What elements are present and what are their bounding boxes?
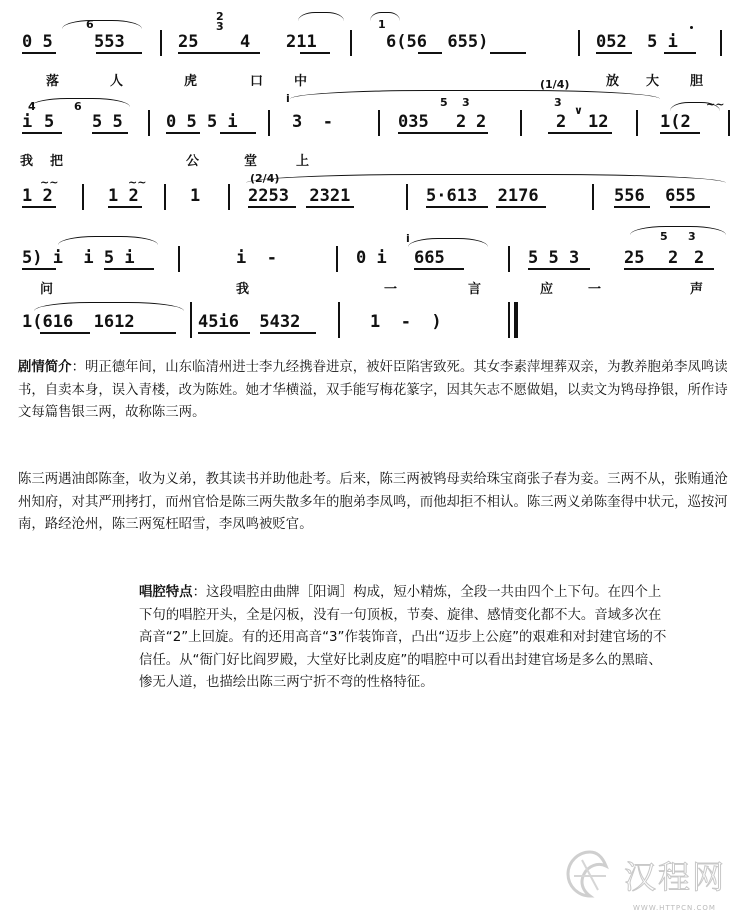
grace-note: 1: [378, 18, 386, 31]
lyric: 人: [110, 74, 124, 89]
slur-mark: [58, 236, 158, 245]
grace-note: 2: [216, 10, 224, 23]
grace-note: 3: [688, 230, 696, 243]
bar-line: [164, 184, 166, 210]
watermark-url: WWW.HTTPCN.COM: [633, 904, 716, 912]
score-notes: 45i6 5432: [198, 312, 301, 332]
underline-mark: [418, 52, 442, 54]
underline-mark: [104, 268, 154, 270]
meter-mark: (2/4): [250, 172, 280, 185]
underline-mark: [624, 268, 714, 270]
score-notes: 2: [556, 112, 567, 132]
bar-line: [82, 184, 84, 210]
bar-line: [338, 302, 340, 338]
underline-mark: [490, 52, 526, 54]
lyric: 应: [540, 282, 554, 297]
score-notes: 2253 2321: [248, 186, 351, 206]
grace-note: 6: [86, 18, 94, 31]
watermark-logo-icon: [560, 846, 620, 902]
lyric: 落: [46, 74, 60, 89]
underline-mark: [22, 132, 62, 134]
underline-mark: [166, 132, 200, 134]
bar-line: [728, 110, 730, 136]
slur-mark: [370, 12, 400, 21]
lyric: 一: [588, 282, 602, 297]
lyric: 虎: [184, 74, 198, 89]
plot-text-2: 陈三两遇油郎陈奎，收为义弟，教其读书并助他赴考。后来，陈三两被鸨母卖给珠宝商张子春为妾。三两不从，张贿通沧州知府，对其严刑拷打，而州官恰是陈三两失散多年的胞弟李凤鸣，而他却拒不相认。陈三两义弟陈奎得中状元，巡按河南，路经沧州，陈三两冤枉昭雪，李凤鸣被贬官。: [18, 472, 728, 533]
underline-mark: [670, 206, 710, 208]
bar-line: [636, 110, 638, 136]
underline-mark: [614, 206, 650, 208]
underline-mark: [548, 132, 612, 134]
slur-mark: [246, 174, 726, 183]
lyric: 言: [468, 282, 482, 297]
feature-label: 唱腔特点: [139, 585, 193, 600]
bar-line: [520, 110, 522, 136]
trill-mark: ~~: [128, 176, 147, 189]
score-notes: 035: [398, 112, 429, 132]
score-notes: 1 2: [22, 186, 53, 206]
score-notes: 5 5 3: [528, 248, 580, 268]
underline-mark: [664, 52, 696, 54]
trill-mark: ~~: [706, 98, 725, 111]
underline-mark: [260, 332, 316, 334]
bar-line: [228, 184, 230, 210]
slur-mark: [30, 98, 130, 107]
slur-mark: [408, 238, 488, 247]
grace-note: 5: [660, 230, 668, 243]
singing-features: [139, 582, 667, 695]
high-octave-dot: [690, 26, 693, 29]
bar-line: [720, 30, 722, 56]
underline-mark: [426, 206, 488, 208]
trill-mark: ~~: [40, 176, 59, 189]
bar-line: [508, 246, 510, 272]
score-notes: 5·613 2176: [426, 186, 539, 206]
slur-mark: [670, 102, 720, 111]
bar-line: [378, 110, 380, 136]
grace-note: 5: [440, 96, 448, 109]
bar-line-final: [514, 302, 518, 338]
breath-mark: ∨: [574, 104, 583, 117]
underline-mark: [178, 52, 260, 54]
bar-line: [350, 30, 352, 56]
score-notes: i: [22, 112, 33, 132]
score-notes: 0 i: [356, 248, 387, 268]
underline-mark: [22, 268, 56, 270]
underline-mark: [528, 268, 590, 270]
grace-note: 6: [74, 100, 82, 113]
score-notes: 553: [94, 32, 125, 52]
slur-mark: [34, 302, 184, 311]
grace-note: 3: [462, 96, 470, 109]
underline-mark: [596, 52, 632, 54]
underline-mark: [306, 206, 354, 208]
score-notes: 1 2: [108, 186, 139, 206]
bar-line: [178, 246, 180, 272]
score-notes: 1 - ): [370, 312, 442, 332]
slur-mark: [62, 20, 142, 29]
lyric: 上: [296, 154, 310, 169]
bar-line: [508, 302, 510, 338]
score-notes: 5) i i 5 i: [22, 248, 135, 268]
score-notes: 2: [456, 112, 467, 132]
bar-line: [160, 30, 162, 56]
score-notes: 2: [668, 248, 679, 268]
slur-mark: [290, 90, 660, 99]
grace-note: 3: [216, 20, 224, 33]
underline-mark: [198, 332, 250, 334]
bar-line: [406, 184, 408, 210]
underline-mark: [220, 132, 256, 134]
underline-mark: [108, 206, 142, 208]
feature-text: ：这段唱腔由曲牌［阳调］构成，短小精炼，全段一共由四个上下句。在四个上下句的唱腔开头，全是闪板，没有一句顶板，节奏、旋律、感情变化都不大。音域多次在高音“2”上回旋。有的还用高音“3”作装饰音，凸出“迈步上公庭”的艰难和对封建官场的不信任。从“衙门好比阎罗殿，大堂好比剥皮庭”的唱腔中可以看出封建官场是多么的黑暗、惨无人道，也描绘出陈三两宁折不弯的性格特征。: [139, 585, 667, 691]
score-notes: 6(56 655): [386, 32, 489, 52]
underline-mark: [414, 268, 464, 270]
score-notes: 5: [44, 112, 55, 132]
plot-label: 剧情简介: [18, 360, 72, 375]
slur-mark: [298, 12, 344, 21]
lyric: 我: [20, 154, 34, 169]
meter-mark: (1/4): [540, 78, 570, 91]
grace-note: 3: [554, 96, 562, 109]
bar-line: [190, 302, 192, 338]
slur-mark: [630, 226, 726, 235]
grace-note: 4: [28, 100, 36, 113]
score-notes: 12: [588, 112, 609, 132]
plot-summary: [18, 357, 730, 425]
underline-mark: [96, 52, 142, 54]
score-notes: 2: [476, 112, 487, 132]
score-notes: 052 5 i: [596, 32, 678, 52]
lyric: 放: [606, 74, 620, 89]
bar-line: [336, 246, 338, 272]
score-notes: 5 5: [92, 112, 123, 132]
plot-summary-continued: [18, 469, 730, 537]
lyric: 胆: [690, 74, 704, 89]
bar-line: [268, 110, 270, 136]
underline-mark: [40, 332, 90, 334]
lyric: 声: [690, 282, 704, 297]
lyric: 我: [236, 282, 250, 297]
lyric: 一: [384, 282, 398, 297]
lyric: 堂: [244, 154, 258, 169]
lyric: 口: [250, 74, 264, 89]
lyric: 把: [50, 154, 64, 169]
score-notes: 3 -: [292, 112, 333, 132]
bar-line: [578, 30, 580, 56]
score-notes: 2: [694, 248, 705, 268]
score-notes: 0 5: [22, 32, 53, 52]
underline-mark: [300, 52, 330, 54]
score-notes: 25: [178, 32, 199, 52]
score-notes: 1: [190, 186, 201, 206]
underline-mark: [248, 206, 296, 208]
grace-note: i: [286, 92, 290, 105]
underline-mark: [92, 132, 128, 134]
underline-mark: [22, 52, 56, 54]
plot-text: ：明正德年间，山东临清州进士李九经携眷进京，被奸臣陷害致死。其女李素萍埋葬双亲，为教养胞弟李凤鸣读书，自卖本身，误入青楼，改为陈姓。她才华横溢，双手能写梅花篆字，因其矢志不愿做娼，以卖文为鸨母挣银，所作诗文每篇售银三两，故称陈三两。: [18, 360, 728, 421]
bar-line: [148, 110, 150, 136]
underline-mark: [398, 132, 488, 134]
score-notes: 211: [286, 32, 317, 52]
score-notes: 1(2: [660, 112, 691, 132]
score-notes: 1(616 1612: [22, 312, 135, 332]
score-notes: 0 5 5 i: [166, 112, 238, 132]
score-notes: 665: [414, 248, 445, 268]
lyric: 大: [646, 74, 660, 89]
score-notes: 4: [240, 32, 251, 52]
score-notes: 25: [624, 248, 645, 268]
underline-mark: [660, 132, 700, 134]
underline-mark: [496, 206, 546, 208]
underline-mark: [22, 206, 56, 208]
watermark-text: 汉程网: [624, 858, 727, 896]
bar-line: [592, 184, 594, 210]
lyric: 中: [294, 74, 308, 89]
underline-mark: [120, 332, 176, 334]
lyric: 问: [40, 282, 54, 297]
score-notes: i -: [236, 248, 277, 268]
score-notes: 556 655: [614, 186, 696, 206]
grace-note: i: [406, 232, 410, 245]
jianpu-score: [0, 0, 750, 340]
lyric: 公: [186, 154, 200, 169]
